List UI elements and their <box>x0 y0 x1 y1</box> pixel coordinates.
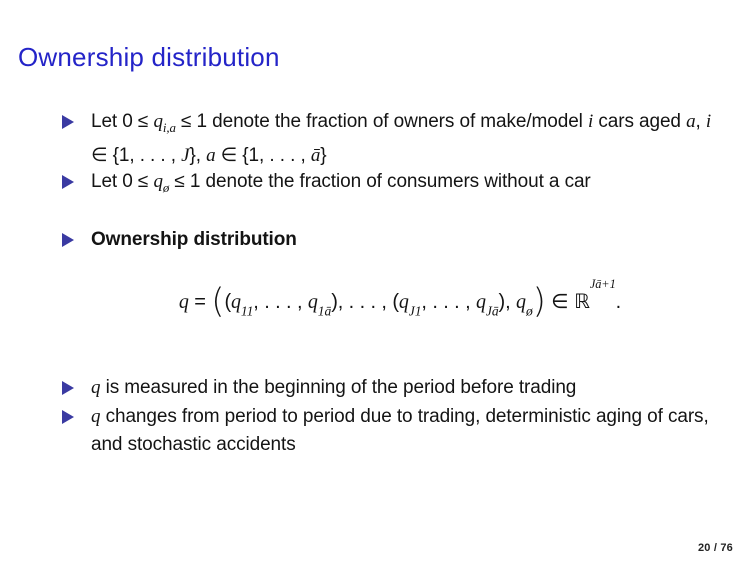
text-segment: i,a <box>162 120 176 136</box>
text-segment: q <box>516 290 526 313</box>
text-segment: }, <box>189 145 207 167</box>
bullet-item-no-car-fraction <box>62 168 731 202</box>
bullet-triangle-icon <box>62 410 74 424</box>
text-segment: ø <box>525 303 533 319</box>
text-segment: ( <box>211 281 225 322</box>
text-segment: ), <box>498 290 517 313</box>
text-segment: Let 0 ≤ <box>91 111 154 132</box>
text-segment: a <box>206 145 216 167</box>
bullet-triangle-icon <box>62 233 74 247</box>
text-segment: Ownership distribution <box>91 229 297 250</box>
text-segment: = <box>188 290 212 313</box>
page-number: 20 / 76 <box>697 542 733 554</box>
text-segment: J1 <box>408 303 422 319</box>
bullet-text <box>91 229 297 250</box>
bullet-triangle-icon <box>62 381 74 395</box>
text-segment: i <box>587 111 594 132</box>
text-segment: cars aged <box>593 111 687 132</box>
bullet-text <box>91 171 591 196</box>
bullet-text <box>91 111 711 166</box>
bullet-triangle-icon <box>62 115 74 129</box>
text-segment: . <box>615 290 622 313</box>
bullet-item-ownership-distribution <box>62 226 731 254</box>
text-segment: Jā <box>485 303 499 319</box>
text-segment: ∈ {1, . . . , <box>91 145 182 167</box>
bullet-text <box>91 377 576 398</box>
bullet-item-owners-fraction <box>62 108 731 170</box>
bullet-text <box>91 406 709 455</box>
text-segment: q <box>476 290 486 313</box>
text-segment: q <box>231 290 241 313</box>
text-segment: is measured in the beginning of the period before trading <box>100 377 577 398</box>
text-segment: q <box>153 171 163 192</box>
text-segment: 11 <box>240 303 254 319</box>
text-segment: Jā+1 <box>589 277 616 291</box>
text-segment: 1ā <box>317 303 332 319</box>
text-segment: ø <box>162 180 170 196</box>
text-segment: ) <box>532 281 546 322</box>
text-segment: , . . . , <box>253 290 308 313</box>
text-segment: a <box>686 111 696 132</box>
text-segment: Let 0 ≤ <box>91 171 154 192</box>
slide-title: Ownership distribution <box>18 42 280 72</box>
text-segment: ≤ 1 denote the fraction of consumers without a car <box>169 171 591 192</box>
text-segment: J <box>181 145 190 167</box>
bullet-item-q-changes <box>62 403 731 459</box>
ownership-distribution-equation <box>90 262 710 334</box>
text-segment: q <box>398 290 409 313</box>
text-segment: ā <box>310 145 321 167</box>
text-segment: changes from period to period due to trading, deterministic aging of cars, and stochastic accidents <box>91 406 709 455</box>
text-segment: q <box>307 290 318 313</box>
text-segment: q <box>91 377 101 398</box>
text-segment: ≤ 1 denote the fraction of owners of make/model <box>175 111 588 132</box>
text-segment: q <box>91 406 101 427</box>
bullet-triangle-icon <box>62 175 74 189</box>
text-segment: ), . . . , ( <box>331 290 399 313</box>
bullet-item-q-measured <box>62 374 731 402</box>
text-segment: i <box>705 111 712 132</box>
text-segment: q <box>153 111 163 132</box>
text-segment: ∈ {1, . . . , <box>215 145 311 167</box>
text-segment: q <box>178 290 189 313</box>
text-segment: ℝ <box>574 288 590 313</box>
text-segment: , . . . , <box>421 290 476 313</box>
text-segment: ( <box>224 290 231 313</box>
text-segment: , <box>695 111 706 132</box>
text-segment: ∈ <box>545 290 575 313</box>
text-segment: } <box>320 145 327 167</box>
